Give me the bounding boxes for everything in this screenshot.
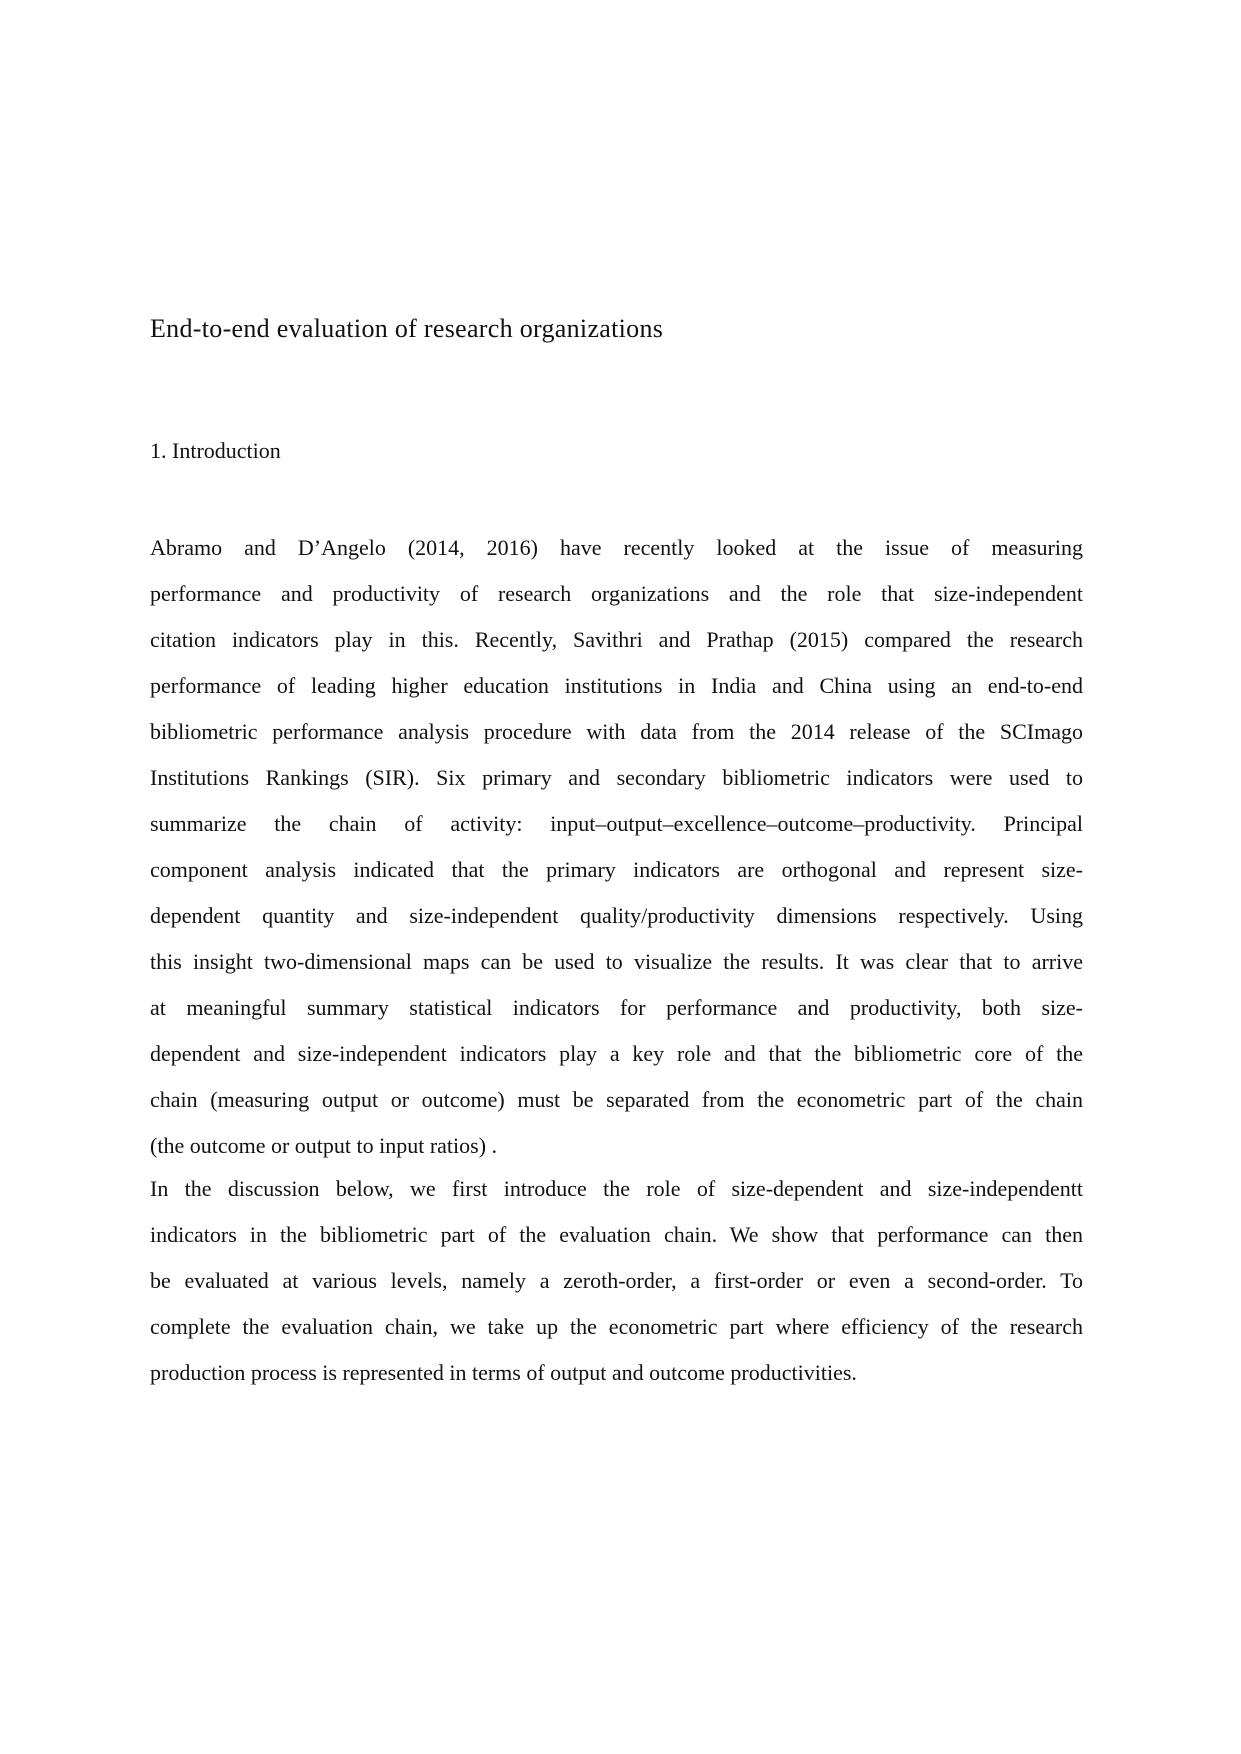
paragraph-2 [150, 1166, 1083, 1396]
paragraph-1 [150, 525, 1083, 1169]
text-line: Abramo and D’Angelo (2014, 2016) have recently looked at the issue of measuring [150, 535, 1083, 560]
text-line: dependent quantity and size-independent quality/productivity dimensions respectively. Using [150, 903, 1083, 928]
text-line: at meaningful summary statistical indicators for performance and productivity, both size- [150, 995, 1083, 1020]
text-line: production process is represented in terms of output and outcome productivities. [150, 1360, 857, 1385]
text-line: bibliometric performance analysis procedure with data from the 2014 release of the SCImago [150, 719, 1083, 744]
text-line: Institutions Rankings (SIR). Six primary and secondary bibliometric indicators were used to [150, 765, 1083, 790]
text-line: be evaluated at various levels, namely a zeroth-order, a first-order or even a second-order. To [150, 1268, 1083, 1293]
text-line: this insight two-dimensional maps can be used to visualize the results. It was clear that to arrive [150, 949, 1083, 974]
text-line: citation indicators play in this. Recently, Savithri and Prathap (2015) compared the research [150, 627, 1083, 652]
text-line: summarize the chain of activity: input–output–excellence–outcome–productivity. Principal [150, 811, 1083, 836]
text-line: (the outcome or output to input ratios) . [150, 1133, 498, 1158]
document-title: End-to-end evaluation of research organizations [150, 314, 664, 343]
text-line: chain (measuring output or outcome) must be separated from the econometric part of the chain [150, 1087, 1083, 1112]
section-heading: 1. Introduction [150, 438, 281, 463]
text-line: dependent and size-independent indicators play a key role and that the bibliometric core of the [150, 1041, 1083, 1066]
text-line: performance of leading higher education institutions in India and China using an end-to-end [150, 673, 1083, 698]
text-line: component analysis indicated that the primary indicators are orthogonal and represent size- [150, 857, 1083, 882]
text-line: performance and productivity of research organizations and the role that size-independent [150, 581, 1083, 606]
text-line: complete the evaluation chain, we take up the econometric part where efficiency of the research [150, 1314, 1083, 1339]
text-line: In the discussion below, we first introduce the role of size-dependent and size-independentt [150, 1176, 1083, 1201]
text-line: indicators in the bibliometric part of the evaluation chain. We show that performance can then [150, 1222, 1083, 1247]
